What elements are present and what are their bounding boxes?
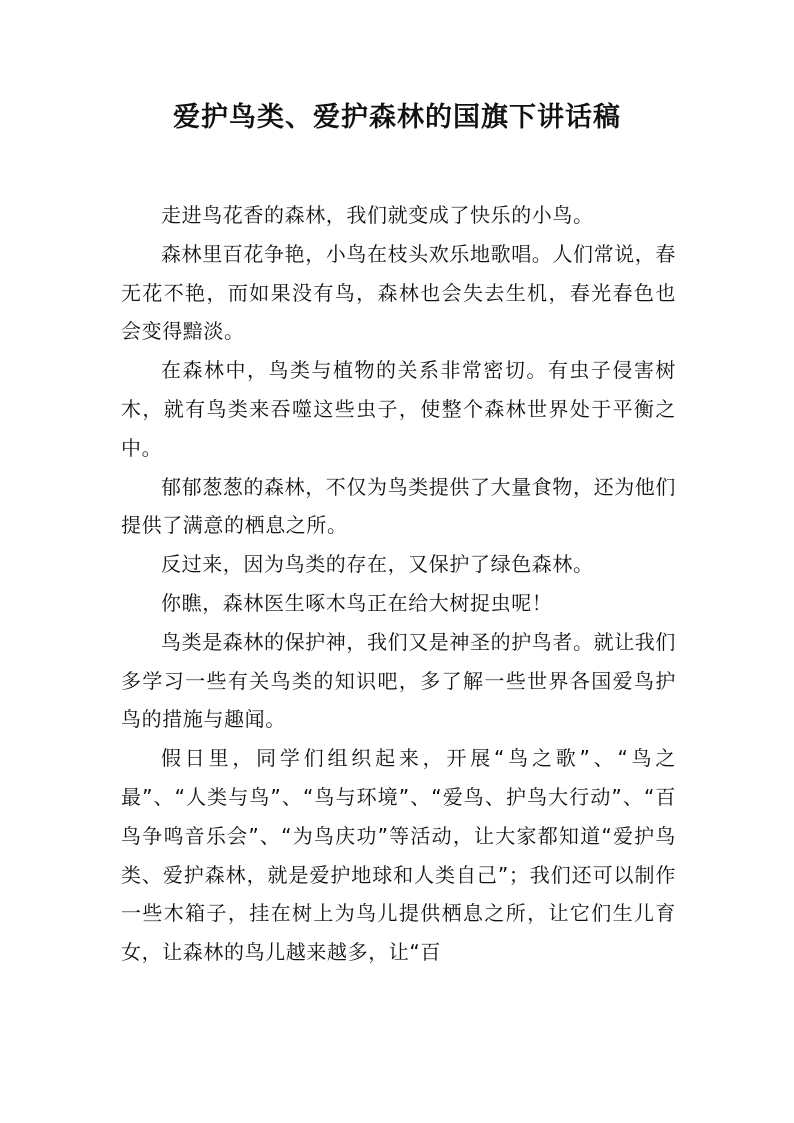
paragraph-8: 假日里，同学们组织起来，开展“鸟之歌”、“鸟之最”、“人类与鸟”、“鸟与环境”、“爱鸟、护鸟大行动”、“百鸟争鸣音乐会”、“为鸟庆功”等活动，让大家都知道“爱护鸟类、爱护森林，就是爱护地球和人类自己”；我们还可以制作一些木箱子，挂在树上为鸟儿提供栖息之所，让它们生儿育女，让森林的鸟儿越来越多，让“百 bbox=[121, 746, 676, 965]
paragraph-2: 森林里百花争艳，小鸟在枝头欢乐地歌唱。人们常说，春无花不艳，而如果没有鸟，森林也会失去生机，春光春色也会变得黯淡。 bbox=[121, 241, 676, 344]
document-title: 爱护鸟类、爱护森林的国旗下讲话稿 bbox=[173, 102, 621, 133]
paragraph-3: 在森林中，鸟类与植物的关系非常密切。有虫子侵害树木，就有鸟类来吞噬这些虫子，使整个森林世界处于平衡之中。 bbox=[121, 358, 676, 460]
paragraph-6: 你瞧，森林医生啄木鸟正在给大树捉虫呢！ bbox=[161, 590, 553, 615]
paragraph-1: 走进鸟花香的森林，我们就变成了快乐的小鸟。 bbox=[161, 203, 594, 227]
paragraph-7: 鸟类是森林的保护神，我们又是神圣的护鸟者。就让我们多学习一些有关鸟类的知识吧，多了解一些世界各国爱鸟护鸟的措施与趣闻。 bbox=[121, 629, 676, 732]
document-body bbox=[121, 196, 676, 972]
paragraph-4: 郁郁葱葱的森林，不仅为鸟类提供了大量食物，还为他们提供了满意的栖息之所。 bbox=[121, 474, 676, 538]
paragraph-5: 反过来，因为鸟类的存在，又保护了绿色森林。 bbox=[161, 552, 594, 577]
